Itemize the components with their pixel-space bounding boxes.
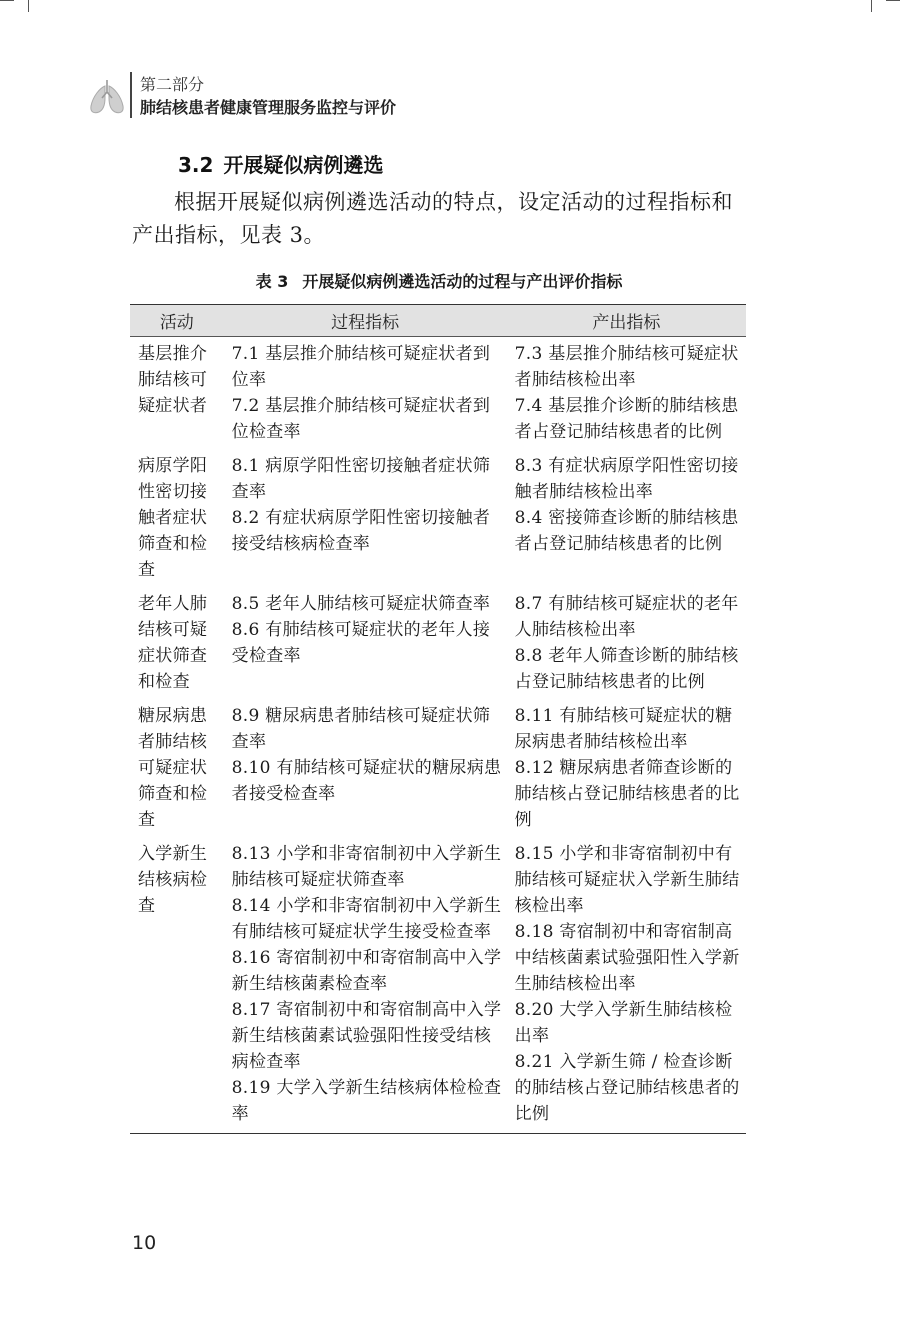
output-indicator: 8.4 密接筛查诊断的肺结核患者占登记肺结核患者的比例 — [514, 508, 739, 554]
crop-mark-top-right-h — [886, 0, 900, 1]
output-indicator: 8.18 寄宿制初中和寄宿制高中结核菌素试验强阳性入学新生肺结核检出率 — [514, 922, 740, 994]
section-number: 3.2 — [178, 153, 214, 177]
process-indicator: 8.6 有肺结核可疑症状的老年人接受检查率 — [231, 620, 491, 666]
output-cell — [507, 449, 746, 587]
process-indicator: 8.19 大学入学新生结核病体检检查率 — [231, 1078, 502, 1124]
process-cell — [224, 449, 507, 587]
process-indicator: 8.9 糖尿病患者肺结核可疑症状筛查率 — [231, 706, 491, 752]
table-row — [130, 837, 746, 1134]
header-part-label: 第二部分 — [140, 75, 205, 94]
output-indicator: 8.8 老年人筛查诊断的肺结核占登记肺结核患者的比例 — [514, 646, 739, 692]
crop-mark-top-left-h — [0, 0, 14, 1]
section-heading — [178, 152, 383, 178]
output-indicator: 8.3 有症状病原学阳性密切接触者肺结核检出率 — [514, 456, 739, 502]
process-indicator: 8.2 有症状病原学阳性密切接触者接受结核病检查率 — [231, 508, 491, 554]
process-indicator: 8.16 寄宿制初中和寄宿制高中入学新生结核菌素检查率 — [231, 948, 502, 994]
process-indicator: 8.10 有肺结核可疑症状的糖尿病患者接受检查率 — [231, 758, 502, 804]
header-title: 肺结核患者健康管理服务监控与评价 — [140, 98, 397, 117]
output-cell — [507, 587, 746, 699]
output-indicator: 8.15 小学和非寄宿制初中有肺结核可疑症状入学新生肺结核检出率 — [514, 844, 740, 916]
table-caption — [132, 270, 746, 294]
crop-mark-top-right-v — [871, 0, 872, 12]
output-cell — [507, 699, 746, 837]
output-cell — [507, 337, 746, 450]
crop-mark-top-left-v — [28, 0, 29, 12]
page-number: 10 — [132, 1232, 157, 1254]
process-cell — [224, 337, 507, 450]
body-paragraph: 根据开展疑似病例遴选活动的特点，设定活动的过程指标和产出指标，见表 3。 — [132, 190, 733, 247]
header-divider — [130, 72, 132, 118]
table-row — [130, 699, 746, 837]
process-indicator: 8.17 寄宿制初中和寄宿制高中入学新生结核菌素试验强阳性接受结核病检查率 — [231, 1000, 502, 1072]
table-body — [130, 337, 746, 1134]
process-indicator: 8.14 小学和非寄宿制初中入学新生有肺结核可疑症状学生接受检查率 — [231, 896, 502, 942]
output-cell — [507, 837, 746, 1134]
process-cell — [224, 837, 507, 1134]
process-indicator: 8.5 老年人肺结核可疑症状筛查率 — [231, 594, 491, 614]
activity-cell: 病原学阳性密切接触者症状筛查和检查 — [138, 456, 208, 580]
table-header-row — [130, 305, 746, 337]
activity-cell: 基层推介肺结核可疑症状者 — [138, 344, 208, 416]
process-indicator: 7.1 基层推介肺结核可疑症状者到位率 — [231, 344, 491, 390]
table-caption-tag: 表 3 — [255, 272, 289, 291]
table-row — [130, 337, 746, 450]
indicator-table — [130, 304, 746, 1134]
process-indicator: 8.1 病原学阳性密切接触者症状筛查率 — [231, 456, 491, 502]
output-indicator: 8.7 有肺结核可疑症状的老年人肺结核检出率 — [514, 594, 739, 640]
header-process: 过程指标 — [224, 305, 507, 337]
output-indicator: 8.21 入学新生筛 / 检查诊断的肺结核占登记肺结核患者的比例 — [514, 1052, 740, 1124]
output-indicator: 8.20 大学入学新生肺结核检出率 — [514, 1000, 733, 1046]
table-row — [130, 449, 746, 587]
table-row — [130, 587, 746, 699]
output-indicator: 7.4 基层推介诊断的肺结核患者占登记肺结核患者的比例 — [514, 396, 739, 442]
section-title: 开展疑似病例遴选 — [223, 153, 384, 177]
lungs-logo-icon — [86, 78, 128, 120]
process-cell — [224, 699, 507, 837]
process-indicator: 8.13 小学和非寄宿制初中入学新生肺结核可疑症状筛查率 — [231, 844, 502, 890]
output-indicator: 8.11 有肺结核可疑症状的糖尿病患者肺结核检出率 — [514, 706, 733, 752]
process-cell — [224, 587, 507, 699]
output-indicator: 7.3 基层推介肺结核可疑症状者肺结核检出率 — [514, 344, 739, 390]
activity-cell: 入学新生结核病检查 — [130, 837, 224, 1134]
header-output: 产出指标 — [507, 305, 746, 337]
activity-cell: 老年人肺结核可疑症状筛查和检查 — [138, 594, 208, 692]
table-caption-text: 开展疑似病例遴选活动的过程与产出评价指标 — [302, 272, 623, 291]
output-indicator: 8.12 糖尿病患者筛查诊断的肺结核占登记肺结核患者的比例 — [514, 758, 740, 830]
process-indicator: 7.2 基层推介肺结核可疑症状者到位检查率 — [231, 396, 491, 442]
header-activity: 活动 — [130, 305, 224, 337]
activity-cell: 糖尿病患者肺结核可疑症状筛查和检查 — [138, 706, 208, 830]
